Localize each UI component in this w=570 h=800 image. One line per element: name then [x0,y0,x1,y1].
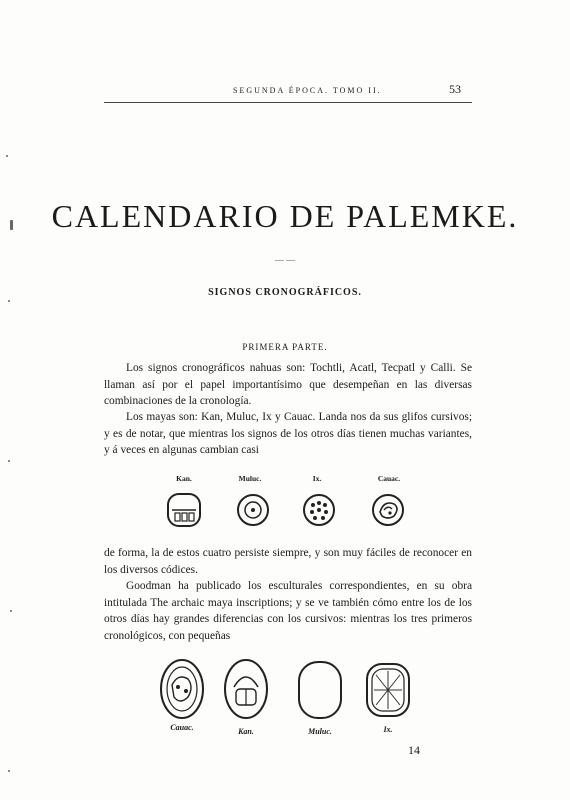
running-title: SEGUNDA ÉPOCA. TOMO II. [233,86,382,95]
kan-sculptural-glyph-icon [222,657,270,721]
ix-sculptural-glyph-icon [364,661,412,719]
cauac-glyph-icon [370,492,406,528]
signature-number: 14 [408,743,420,757]
figure2-label-ix: Ix. [383,725,393,734]
title-ornament: — — [274,255,296,265]
figure-cursive-glyphs [0,470,570,540]
margin-speck [10,220,13,230]
figure-sculptural-glyphs [0,655,570,740]
ix-glyph-icon [301,492,337,528]
margin-speck [8,770,10,772]
cauac-sculptural-glyph-icon [158,657,206,721]
figure-label-cauac: Cauac. [377,474,401,483]
section-subtitle: SIGNOS CRONOGRÁFICOS. [208,287,362,298]
part-heading: PRIMERA PARTE. [242,342,328,352]
muluc-glyph-icon [235,492,271,528]
figure-label-muluc: Muluc. [238,474,262,483]
margin-speck [8,460,10,462]
running-header [0,84,570,104]
page-number: 53 [449,82,461,96]
figure2-label-kan: Kan. [238,727,254,736]
margin-speck [8,300,10,302]
muluc-sculptural-glyph-icon [296,659,344,721]
figure2-label-cauac: Cauac. [170,723,194,732]
kan-glyph-icon [166,492,202,528]
figure2-label-muluc: Muluc. [308,727,332,736]
paragraph-1: Los signos cronográficos nahuas son: Tochtli, Acatl, Tecpatl y Calli. Se llaman así por el papel importantísimo que desempeñan en las diversas combinaciones de la cronología. [104,362,472,407]
page-title: CALENDARIO DE PALEMKE. [51,198,519,234]
figure-label-ix: Ix. [312,474,322,483]
margin-speck [6,155,8,157]
header-rule [104,102,472,103]
paragraph-3: de forma, la de estos cuatro persiste siempre, y son muy fáciles de reconocer en los diversos códices. [104,547,472,576]
margin-speck [10,610,12,612]
paragraph-2: Los mayas son: Kan, Muluc, Ix y Cauac. Landa nos da sus glifos cursivos; y es de notar, que mientras los signos de los otros días tienen muchas variantes, y á veces en algunas cambian casi [104,411,472,456]
figure-label-kan: Kan. [176,474,192,483]
paragraph-4: Goodman ha publicado los esculturales correspondientes, en su obra intitulada The archaic maya inscriptions; y se ve también cómo entre los de los otros días hay grandes diferencias con los cursivos: mientras los tres primeros cronológicos, con pequeñas [104,580,472,642]
